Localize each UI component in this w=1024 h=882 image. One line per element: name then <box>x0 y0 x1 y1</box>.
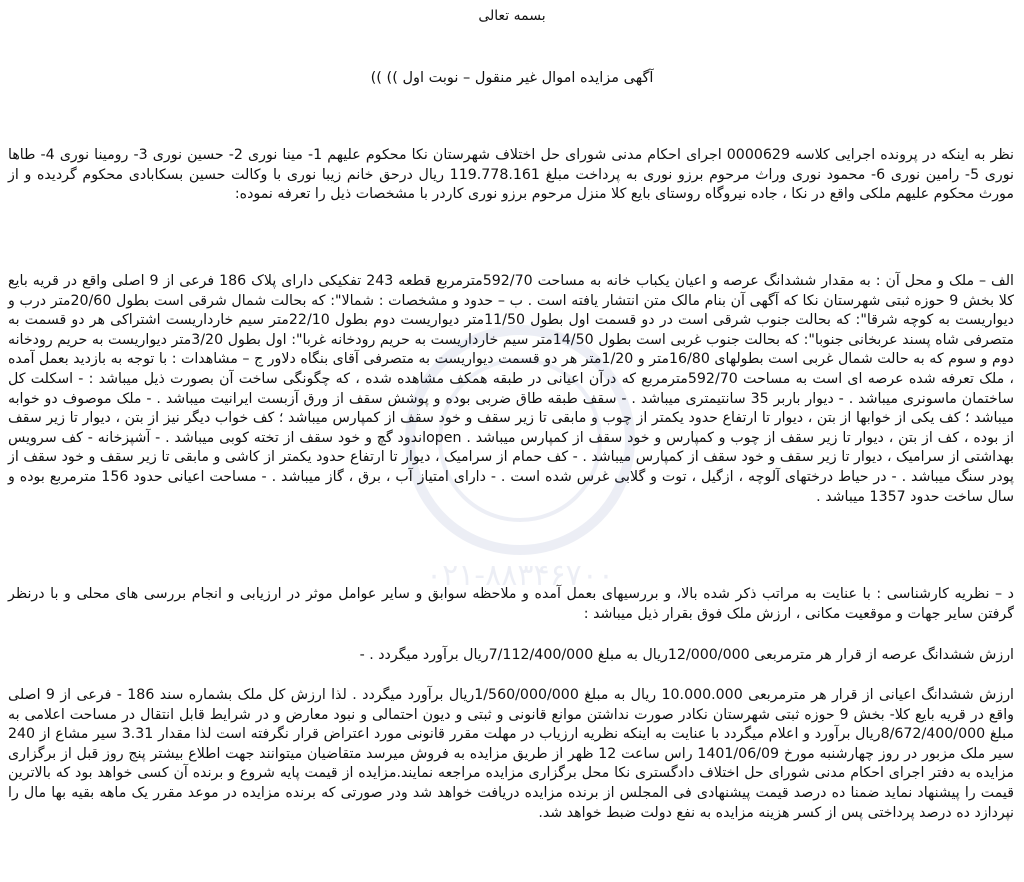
land-value-paragraph: ارزش ششدانگ عرصه از قرار هر مترمربعی 12/000/000ریال به مبلغ 7/112/400/000ریال برآورد میگردد . - <box>359 647 1014 663</box>
ad-title: آگهی مزایده اموال غیر منقول – نوبت اول )) )) <box>370 70 654 86</box>
watermark-text: ۰۲۱-۸۸۳۴۶۷۰۰ <box>425 558 615 593</box>
intro-paragraph: نظر به اینکه در پرونده اجرایی کلاسه 0000629 اجرای احکام مدنی شورای حل اختلاف شهرستان نکا محکوم علیهم 1- مینا نوری 2- حسین نوری 3- رومینا نوری 4- طاها نوری 5- رامین نوری 6- محمود نوری وراث مرحوم برزو نوری به پرداخت مبلغ 119.778.161 ریال درحق خانم زیبا نوری با وکالت حسین بسکابادی محکوم گردیده و از مورث محکوم علیهم ملکی واقع در نکا ، جاده نیروگاه روستای بایع کلا منزل مرحوم برزو نوری کاردر با مشخصات ذیل را تعرفه نموده: <box>8 147 1015 203</box>
final-terms-paragraph: ارزش ششدانگ اعیانی از قرار هر مترمربعی 10.000.000 ریال به مبلغ 1/560/000/000ریال برآورد میگردد . لذا ارزش کل ملک بشماره سند 186 - فرعی از 9 اصلی واقع در قریه بایع کلا- بخش 9 حوزه ثبتی شهرستان نکادر صورت نداشتن موانع قانونی و ثبتی و دیون احتمالی و نبود معارض و در شرایط قابل انتقال در مساحت اعلامی به مبلغ 8/672/400/000ریال برآورد و اعلام میگردد با عنایت به اینکه نظریه ارزیاب در مهلت مقرر قانونی مورد اعتراض قرار نگرفته است لذا مقدار 3.31 سیر مشاع از 240 سیر ملک مزبور در روز چهارشنبه مورخ 1401/06/09 راس ساعت 12 ظهر از طریق مزایده به فروش میرسد متقاضیان میتوانند جهت اطلاع بیشتر پنج روز قبل از برگزاری مزایده به دفتر اجرای احکام مدنی شورای حل اختلاف دادگستری نکا محل برگزاری مزایده مراجعه نمایند.مزایده از قیمت پایه شروع و برنده آن کسی خواهد بود که بالاترین قیمت را پیشنهاد نماید ضمنا ده درصد قیمت پیشنهادی فی المجلس از برنده مزایده دریافت خواهد شد ودر صورتی که برنده مزایده در موعد مقرر یک ماهه بقیه بها مال را نپردازد ده درصد پرداختی پس از کسر هزینه مزایده به نفع دولت ضبط خواهد شد. <box>8 687 1015 821</box>
property-description-paragraph: الف – ملک و محل آن : به مقدار ششدانگ عرصه و اعیان یکباب خانه به مساحت 592/70مترمربع قطعه 243 تفکیکی دارای پلاک 186 فرعی از 9 اصلی واقع در قریه بایع کلا بخش 9 حوزه ثبتی شهرستان نکا که آگهی آن بنام مالک متن انتشار یافته است . ب – حدود و مشخصات : شمالا": که بحالت شمال شرقی است بطول 20/60متر درب و دیواریست به کوچه شرقا": که بحالت جنوب شرقی است در دو قسمت اول بطول 11/50متر دیواریست دوم بطول 22/10متر سیم خارداریست اشتراکی هر دو قسمت به متصرفی شاه پسند عربخانی جنوبا": که بحالت جنوب غربی است بطول 14/50متر سیم خارداریست به حریم رودخانه غربا": اول بطول 3/20متر دیواریست به حریم رودخانه دوم و سوم که به حالت شمال غربی است بطولهای 16/80متر و 1/20متر هر دو قسمت دیواریست به متصرفی آقای بنگاه دلاور ج – مشاهدات : با توجه به بازدید بعمل آمده ، ملک تعرفه شده عرصه ای است به مساحت 592/70مترمربع که درآن اعیانی در طبقه همکف مشاهده شده ، که چگونگی ساخت آن بصورت ذیل میباشد : - اسکلت کل ساختمان ماسونری میباشد . - دیوار باربر 35 سانتیمتری میباشد . - سقف طبقه طاق ضربی بوده و پوشش سقف از ورق آزبست ایرانیت میباشد . - ملک موصوف دو خوابه میباشد ؛ کف یکی از خوابها از بتن ، دیوار تا ارتفاع حدود یکمتر از چوب و مابقی تا زیر سقف و خود سقف از کمپارس میباشد ؛ کف خواب دیگر نیز از بتن ، دیوار تا زیر سقف از بوده ، کف از بتن ، دیوار تا زیر سقف از چوب و کمپارس و خود سقف از کمپارس میباشد . openاندود گچ و خود سقف از تخته کوبی میباشد . - آشپزخانه - کف سرویس بهداشتی از سرامیک ، دیوار تا زیر سقف و خود سقف از کمپارس میباشد . - کف حمام از سرامیک ، دیوار تا ارتفاع حدود یکمتر از کاشی و مابقی تا زیر سقف و خود سقف از پودر سنگ میباشد . - در حیاط درختهای آلوچه ، ازگیل ، توت و گلابی غرس شده است . - دارای امتیاز آب ، برق ، گاز میباشد . - مساحت اعیانی حدود 156 مترمربع بوده و سال ساخت حدود 1357 میباشد . <box>8 273 1015 505</box>
expert-opinion-paragraph: د – نظریه کارشناسی : با عنایت به مراتب ذکر شده بالا، و بررسیهای بعمل آمده و ملاحظه سوابق و سایر عوامل موثر در ارزیابی و انجام بررسی های محلی و با درنظر گرفتن سایر جهات و موقعیت مکانی ، ارزش ملک فوق بقرار ذیل میباشد : <box>8 586 1014 622</box>
bismillah-heading: بسمه تعالی <box>478 8 546 24</box>
